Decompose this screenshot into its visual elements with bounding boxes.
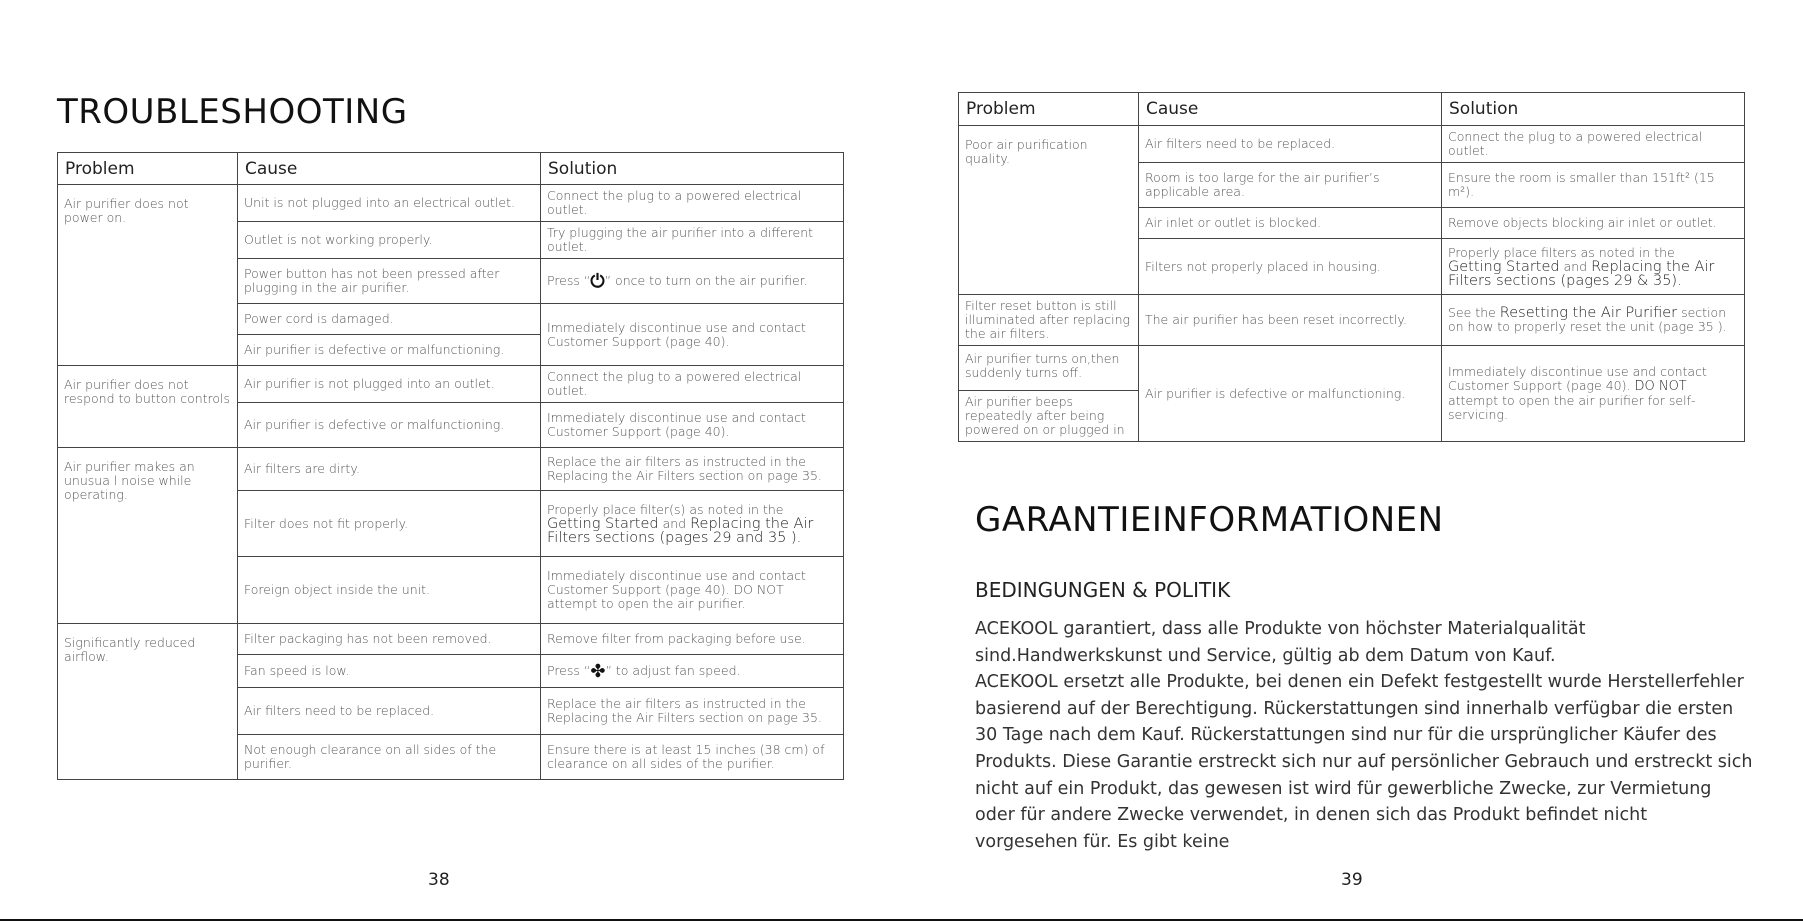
table-row bbox=[959, 346, 1745, 391]
table-row bbox=[58, 366, 844, 403]
cause-cell: Air filters need to be replaced. bbox=[238, 688, 541, 735]
cause-cell: The air purifier has been reset incorrectly. bbox=[1139, 295, 1442, 346]
cause-cell: Air purifier is defective or malfunctioning. bbox=[238, 335, 541, 366]
cause-header: Cause bbox=[1139, 93, 1442, 126]
cause-cell: Room is too large for the air purifier’s applicable area. bbox=[1139, 163, 1442, 208]
solution-cell bbox=[541, 259, 844, 304]
troubleshooting-table-continued bbox=[958, 92, 1745, 442]
solution-cell: Immediately discontinue use and contact Customer Support (page 40). DO NOT attempt to open the air purifier. bbox=[541, 557, 844, 624]
solution-cell: Ensure there is at least 15 inches (38 cm) of clearance on all sides of the purifier. bbox=[541, 735, 844, 780]
page-number: 39 bbox=[1341, 870, 1363, 890]
section-title: GARANTIEINFORMATIONEN bbox=[975, 500, 1444, 540]
solution-text: Press “ bbox=[547, 662, 591, 678]
subsection-title: BEDINGUNGEN & POLITIK bbox=[975, 578, 1231, 602]
problem-header: Problem bbox=[58, 153, 238, 185]
paragraph: ACEKOOL garantiert, dass alle Produkte von höchster Materialqualität sind.Handwerkskunst und Service, gültig ab dem Datum von Kauf. bbox=[975, 619, 1586, 666]
solution-cell: Replace the air filters as instructed in the Replacing the Air Filters section on page 35. bbox=[541, 448, 844, 491]
problem-cell: Significantly reduced airflow. bbox=[58, 624, 238, 780]
solution-cell bbox=[541, 491, 844, 557]
problem-cell: Filter reset button is still illuminated after replacing the air filters. bbox=[959, 295, 1139, 346]
problem-cell: Air purifier makes an unusua l noise while operating. bbox=[58, 448, 238, 624]
table-row bbox=[58, 448, 844, 491]
solution-emphasis: DO NOT bbox=[1634, 379, 1687, 394]
solution-cell: Remove objects blocking air inlet or outlet. bbox=[1442, 208, 1745, 239]
solution-text: section on how to properly reset the unit (page 35 ). bbox=[1448, 305, 1727, 334]
page-number: 38 bbox=[428, 870, 450, 890]
cause-cell: Air filters need to be replaced. bbox=[1139, 126, 1442, 163]
cause-cell: Filters not properly placed in housing. bbox=[1139, 239, 1442, 295]
solution-cell: Immediately discontinue use and contact Customer Support (page 40). bbox=[541, 403, 844, 448]
left-page bbox=[0, 0, 900, 921]
problem-header: Problem bbox=[959, 93, 1139, 126]
solution-header: Solution bbox=[1442, 93, 1745, 126]
cause-cell: Filter does not fit properly. bbox=[238, 491, 541, 557]
table-header-row bbox=[58, 153, 844, 185]
power-icon: ⏻ bbox=[590, 270, 605, 292]
cause-cell: Power button has not been pressed after plugging in the air purifier. bbox=[238, 259, 541, 304]
problem-cell: Air purifier does not respond to button controls bbox=[58, 366, 238, 448]
solution-text: See the bbox=[1448, 305, 1496, 320]
problem-cell: Air purifier does not power on. bbox=[58, 185, 238, 366]
troubleshooting-table bbox=[57, 152, 844, 780]
solution-text: Press “ bbox=[547, 272, 591, 288]
cause-cell: Foreign object inside the unit. bbox=[238, 557, 541, 624]
cause-cell: Air purifier is defective or malfunctioning. bbox=[1139, 346, 1442, 442]
solution-header: Solution bbox=[541, 153, 844, 185]
solution-cell: Ensure the room is smaller than 151ft² (15 m²). bbox=[1442, 163, 1745, 208]
cause-cell: Fan speed is low. bbox=[238, 655, 541, 688]
solution-cell: Try plugging the air purifier into a different outlet. bbox=[541, 222, 844, 259]
problem-cell: Air purifier beeps repeatedly after being powered on or plugged in bbox=[959, 391, 1139, 442]
solution-cell: Immediately discontinue use and contact Customer Support (page 40). bbox=[541, 304, 844, 366]
cause-cell: Not enough clearance on all sides of the purifier. bbox=[238, 735, 541, 780]
table-header-row bbox=[959, 93, 1745, 126]
solution-cell: Connect the plug to a powered electrical outlet. bbox=[541, 366, 844, 403]
fan-icon: ✤ bbox=[590, 660, 606, 682]
solution-text: ” once to turn on the air purifier. bbox=[604, 272, 808, 288]
solution-emphasis: Getting Started bbox=[547, 515, 659, 532]
solution-cell bbox=[541, 655, 844, 688]
solution-text: Immediately discontinue use and contact Customer Support (page 40). bbox=[1448, 364, 1707, 393]
problem-cell: Air purifier turns on,then suddenly turns off. bbox=[959, 346, 1139, 391]
table-row bbox=[58, 185, 844, 222]
cause-cell: Unit is not plugged into an electrical outlet. bbox=[238, 185, 541, 222]
cause-cell: Air filters are dirty. bbox=[238, 448, 541, 491]
solution-emphasis: Replacing the Air Filters sections (pages 29 & 35). bbox=[1448, 258, 1715, 289]
table-row bbox=[959, 295, 1745, 346]
cause-header: Cause bbox=[238, 153, 541, 185]
table-row bbox=[58, 624, 844, 655]
solution-text: Properly place filters as noted in the bbox=[1448, 244, 1675, 260]
paragraph: ACEKOOL ersetzt alle Produkte, bei denen ein Defekt festgestellt wurde Herstellerfehler basierend auf der Berechtigung. Rückerstattungen sind innerhalb verfügbar die ersten 30 Tage nach dem Kauf. Rückerstattungen sind nur für die ursprünglicher Käufer des Produkts. Diese Garantie erstreckt sich nur auf persönlicher Gebrauch und erstreckt sich nicht auf ein Produkt, das gewesen ist wird für gewerbliche Zwecke, zur Vermietung oder für andere Zwecke verwendet, in denen sich das Produkt befindet nicht vorgesehen für. Es gibt keine bbox=[975, 672, 1753, 852]
cause-cell: Air purifier is not plugged into an outlet. bbox=[238, 366, 541, 403]
solution-emphasis: Replacing the Air Filters sections (pages 29 and 35 ). bbox=[547, 515, 814, 546]
solution-cell bbox=[1442, 346, 1745, 442]
solution-text: Properly place filter(s) as noted in the bbox=[547, 501, 784, 517]
warranty-body bbox=[975, 616, 1755, 855]
solution-text: and bbox=[1563, 258, 1588, 274]
solution-cell bbox=[1442, 239, 1745, 295]
solution-text: attempt to open the air purifier for self-servicing. bbox=[1448, 393, 1696, 422]
solution-cell: Connect the plug to a powered electrical outlet. bbox=[541, 185, 844, 222]
solution-text: and bbox=[662, 515, 687, 531]
solution-cell bbox=[1442, 295, 1745, 346]
solution-emphasis: Resetting the Air Purifier bbox=[1499, 305, 1678, 321]
solution-text: ” to adjust fan speed. bbox=[605, 662, 741, 678]
cause-cell: Filter packaging has not been removed. bbox=[238, 624, 541, 655]
solution-emphasis: Getting Started bbox=[1448, 258, 1560, 275]
solution-cell: Connect the plug to a powered electrical outlet. bbox=[1442, 126, 1745, 163]
table-row bbox=[959, 126, 1745, 163]
cause-cell: Air inlet or outlet is blocked. bbox=[1139, 208, 1442, 239]
solution-cell: Replace the air filters as instructed in the Replacing the Air Filters section on page 35. bbox=[541, 688, 844, 735]
cause-cell: Outlet is not working properly. bbox=[238, 222, 541, 259]
problem-cell: Poor air purification quality. bbox=[959, 126, 1139, 295]
page-title: TROUBLESHOOTING bbox=[57, 92, 408, 132]
cause-cell: Air purifier is defective or malfunctioning. bbox=[238, 403, 541, 448]
solution-cell: Remove filter from packaging before use. bbox=[541, 624, 844, 655]
cause-cell: Power cord is damaged. bbox=[238, 304, 541, 335]
